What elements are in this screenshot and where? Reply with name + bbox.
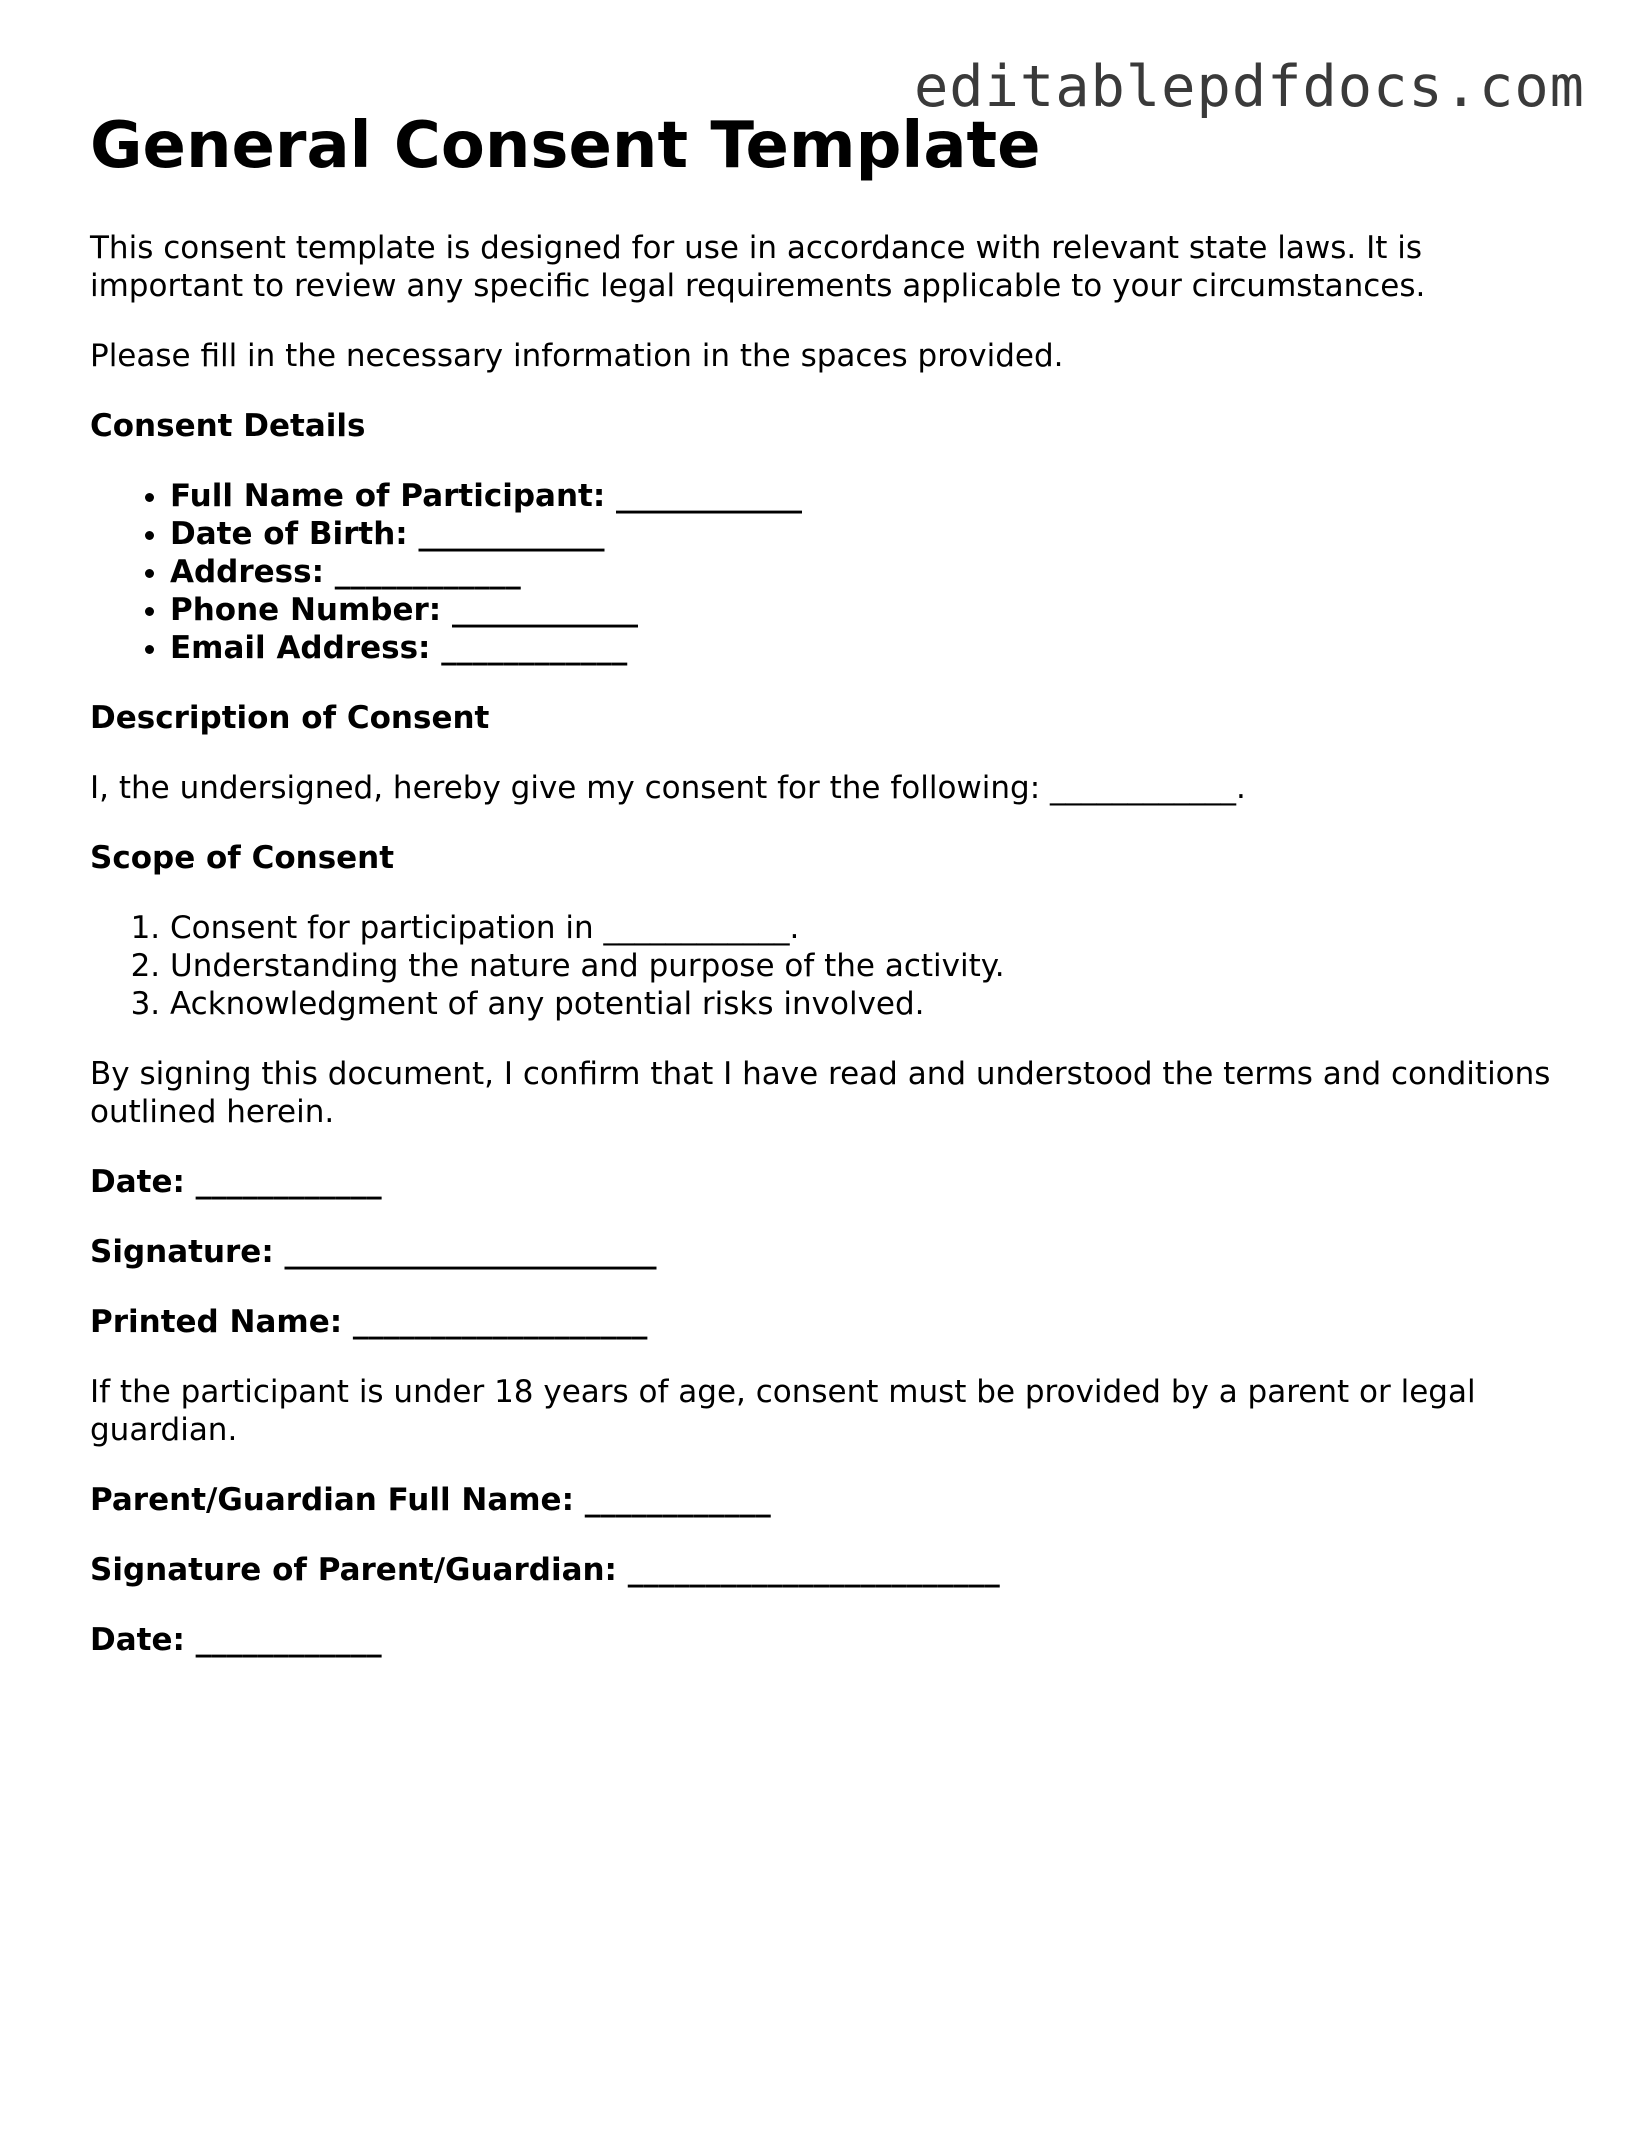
document-page <box>90 108 1570 1691</box>
field-email-address: • Email Address: ____________ <box>170 629 1570 667</box>
field-phone-number: • Phone Number: ____________ <box>170 591 1570 629</box>
description-heading: Description of Consent <box>90 699 490 736</box>
minor-notice: If the participant is under 18 years of age, consent must be provided by a parent or legal guardian. <box>90 1373 1476 1448</box>
field-address: • Address: ____________ <box>170 553 1570 591</box>
field-full-name-participant: • Full Name of Participant: ____________ <box>170 477 1570 515</box>
scope-heading: Scope of Consent <box>90 839 395 876</box>
field-signature: Signature: ________________________ <box>90 1233 657 1270</box>
confirmation-paragraph: By signing this document, I confirm that I have read and understood the terms and conditions outlined herein. <box>90 1055 1551 1130</box>
field-guardian-full-name: Parent/Guardian Full Name: ____________ <box>90 1481 771 1518</box>
field-date: Date: ____________ <box>90 1163 382 1200</box>
description-text: I, the undersigned, hereby give my consent for the following: ____________. <box>90 769 1246 806</box>
watermark-text: editablepdfdocs.com <box>913 54 1585 120</box>
field-guardian-signature: Signature of Parent/Guardian: ________________________ <box>90 1551 1000 1588</box>
scope-item: 2. Understanding the nature and purpose of the activity. <box>170 947 1570 985</box>
scope-item: 1. Consent for participation in ____________. <box>170 909 1570 947</box>
document-title: General Consent Template <box>90 109 1041 183</box>
consent-details-heading: Consent Details <box>90 407 366 444</box>
field-printed-name: Printed Name: ___________________ <box>90 1303 648 1340</box>
intro-paragraph: This consent template is designed for use in accordance with relevant state laws. It is important to review any specific legal requirements applicable to your circumstances. <box>90 229 1426 304</box>
instruction-paragraph: Please fill in the necessary information in the spaces provided. <box>90 337 1064 374</box>
consent-details-list <box>90 477 1570 667</box>
field-date-of-birth: • Date of Birth: ____________ <box>170 515 1570 553</box>
field-guardian-date: Date: ____________ <box>90 1621 382 1658</box>
scope-item: 3. Acknowledgment of any potential risks involved. <box>170 985 1570 1023</box>
scope-list <box>90 909 1570 1023</box>
